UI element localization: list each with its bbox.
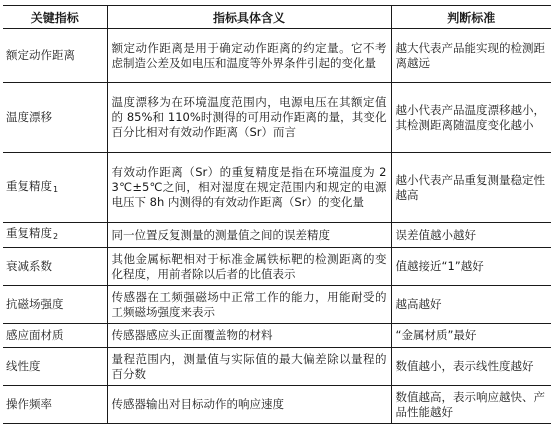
table-row (3, 223, 551, 248)
header-key-indicator: 关键指标 (3, 6, 107, 29)
indicator-definition: 传感器输出对目标动作的响应速度 (107, 386, 391, 424)
indicator-name (3, 286, 107, 324)
indicator-name-subscript: 1 (53, 184, 59, 194)
indicator-name (3, 324, 107, 348)
table-row (3, 29, 551, 83)
indicator-definition: 温度漂移为在环境温度范围内，电源电压在其额定值的 85%和 110%时测得的可用动作距离的量，其变化百分比相对有效动作距离（Sr）而言 (107, 83, 391, 153)
table-row (3, 386, 551, 424)
indicator-definition: 同一位置反复测量的测量值之间的误差精度 (107, 223, 391, 248)
indicator-name (3, 248, 107, 286)
indicator-criterion: “金属材质”最好 (391, 324, 551, 348)
indicator-table (3, 5, 551, 424)
indicator-criterion: 越小代表产品重复测量稳定性越高 (391, 153, 551, 223)
table-row (3, 348, 551, 386)
indicator-table-container (3, 5, 551, 424)
indicator-name (3, 153, 107, 223)
indicator-name-text: 抗磁场强度 (6, 297, 64, 311)
table-row (3, 248, 551, 286)
indicator-definition: 传感器感应头正面覆盖物的材料 (107, 324, 391, 348)
indicator-name (3, 223, 107, 248)
table-row (3, 153, 551, 223)
indicator-name (3, 29, 107, 83)
indicator-definition: 量程范围内，测量值与实际值的最大偏差除以量程的百分数 (107, 348, 391, 386)
indicator-name (3, 83, 107, 153)
header-indicator-meaning: 指标具体含义 (107, 6, 391, 29)
table-header-row (3, 6, 551, 29)
table-row (3, 83, 551, 153)
header-criterion: 判断标准 (391, 6, 551, 29)
indicator-definition: 额定动作距离是用于确定动作距离的约定量。它不考虑制造公差及如电压和温度等外界条件引起的变化量 (107, 29, 391, 83)
indicator-criterion: 越大代表产品能实现的检测距离越远 (391, 29, 551, 83)
indicator-criterion: 值越接近“1”越好 (391, 248, 551, 286)
indicator-name-text: 温度漂移 (6, 110, 52, 124)
indicator-criterion: 误差值越小越好 (391, 223, 551, 248)
indicator-name-text: 重复精度 (6, 226, 52, 240)
indicator-name-text: 衰减系数 (6, 259, 52, 273)
indicator-name-text: 重复精度 (6, 178, 52, 193)
indicator-name-text: 感应面材质 (6, 328, 64, 342)
indicator-criterion: 越高越好 (391, 286, 551, 324)
indicator-name-text: 线性度 (6, 359, 41, 373)
table-row (3, 324, 551, 348)
indicator-definition: 有效动作距离（Sr）的重复精度是指在环境温度为 23℃±5℃之间，相对湿度在规定范围内和规定的电源电压下 8h 内测得的有效动作距离（Sr）的变化量 (107, 153, 391, 223)
indicator-criterion: 数值越高，表示响应越快、产品性能越好 (391, 386, 551, 424)
indicator-name-subscript: 2 (53, 232, 59, 241)
indicator-name (3, 348, 107, 386)
indicator-definition: 传感器在工频强磁场中正常工作的能力，用能耐受的工频磁场强度来表示 (107, 286, 391, 324)
indicator-name-text: 操作频率 (6, 397, 52, 411)
indicator-name-text: 额定动作距离 (6, 48, 75, 62)
indicator-definition: 其他金属标靶相对于标准金属铁标靶的检测距离的变化程度，用前者除以后者的比值表示 (107, 248, 391, 286)
indicator-criterion: 数值越小，表示线性度越好 (391, 348, 551, 386)
indicator-name (3, 386, 107, 424)
table-row (3, 286, 551, 324)
indicator-criterion: 越小代表产品温度漂移越小，其检测距离随温度变化越小 (391, 83, 551, 153)
